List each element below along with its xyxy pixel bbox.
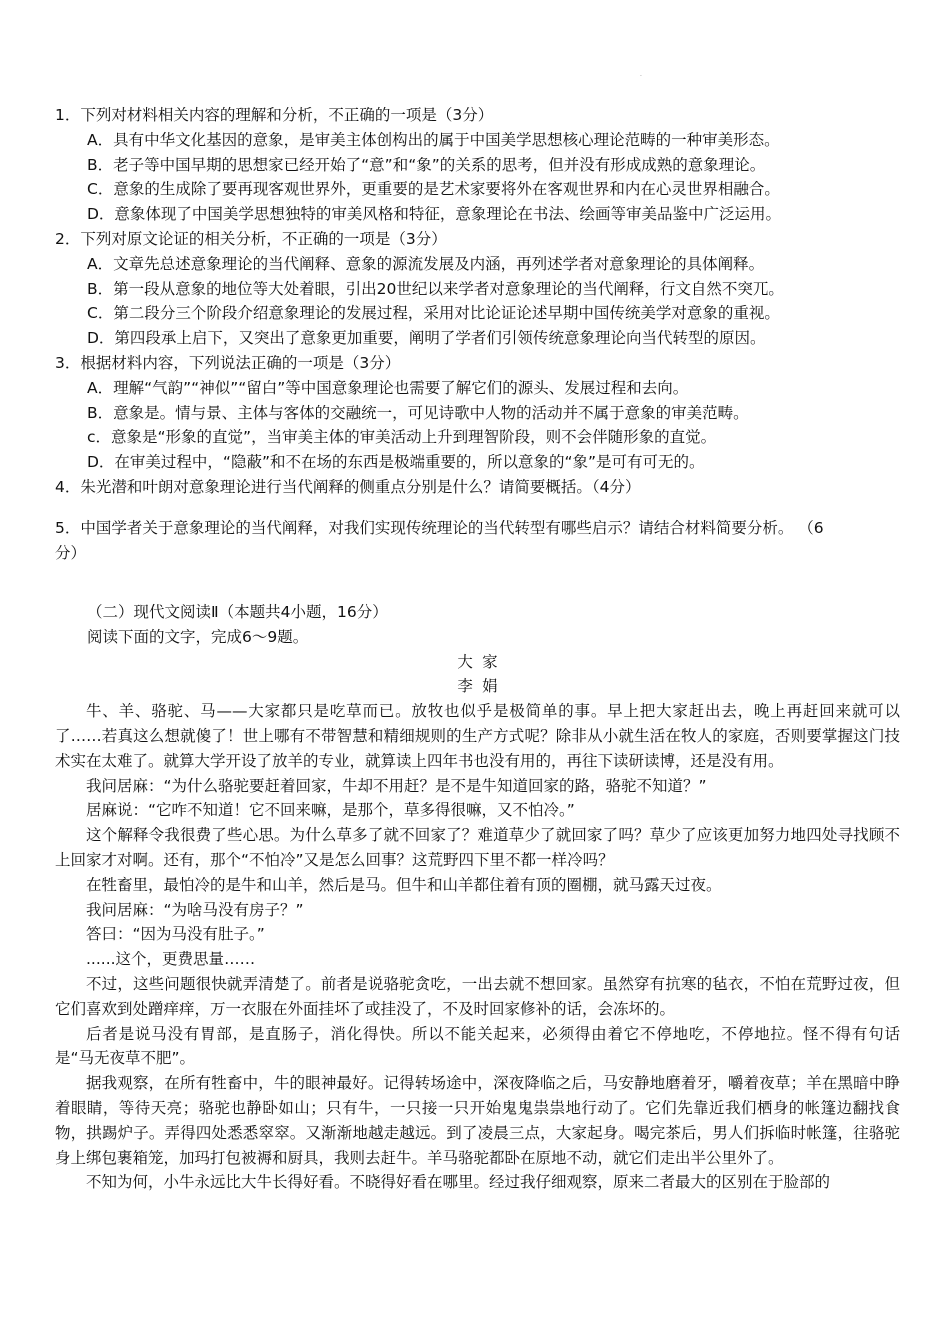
question-1-option-c: C．意象的生成除了要再现客观世界外，更重要的是艺术家要将外在客观世界和内在心灵世界相融合。: [87, 180, 780, 199]
article-paragraph: 答曰：“因为马没有肚子。”: [86, 925, 265, 944]
question-1-option-a: A．具有中华文化基因的意象，是审美主体创构出的属于中国美学思想核心理论范畴的一种审美形态。: [87, 130, 780, 149]
article-author: 李娟: [457, 677, 507, 696]
section-instruction: 阅读下面的文字，完成6～9题。: [87, 627, 309, 646]
article-paragraph: 据我观察，在所有牲畜中，牛的眼神最好。记得转场途中，深夜降临之后，马安静地磨着牙，嚼着夜草；羊在黑暗中睁着眼睛，等待天亮；骆驼也静卧如山；只有牛，一只接一只开始鬼鬼祟祟地行动了。它们先靠近我们栖身的帐篷边翻找食物，拱踢炉子。弄得四处悉悉窣窣。又渐渐地越走越远。到了凌晨三点，大家起身。喝完茶后，男人们拆临时帐篷，往骆驼身上绑包裹箱笼，加玛打包被褥和厨具，我则去赶牛。羊马骆驼都卧在原地不动，就它们走出半公里外了。: [55, 1074, 900, 1167]
question-list: [55, 103, 900, 565]
article-paragraph: 我问居麻：“为啥马没有房子？”: [86, 900, 304, 919]
question-5-line-2: 分）: [55, 543, 87, 562]
article-paragraph: 不知为何，小牛永远比大牛长得好看。不晓得好看在哪里。经过我仔细观察，原来二者最大的区别在于脸部的: [86, 1173, 831, 1192]
article-paragraph: 后者是说马没有胃部，是直肠子，消化得快。所以不能关起来，必须得由着它不停地吃，不停地拉。怪不得有句话是“马无夜草不肥”。: [55, 1024, 900, 1068]
article-paragraph: 我问居麻：“为什么骆驼要赶着回家，牛却不用赶？是不是牛知道回家的路，骆驼不知道？”: [86, 776, 707, 795]
question-4-stem: 4．朱光潜和叶朗对意象理论进行当代阐释的侧重点分别是什么？请简要概括。（4分）: [55, 477, 641, 496]
question-3-option-d: D．在审美过程中，“隐蔽”和不在场的东西是极端重要的，所以意象的“象”是可有可无的。: [87, 453, 705, 472]
question-3-stem: 3．根据材料内容，下列说法正确的一项是（3分）: [55, 353, 401, 372]
question-1-option-d: D．意象体现了中国美学思想独特的审美风格和特征，意象理论在书法、绘画等审美品鉴中广泛运用。: [87, 205, 781, 224]
question-2-option-a: A．文章先总述意象理论的当代阐释、意象的源流发展及内涵，再列述学者对意象理论的具体阐释。: [87, 254, 765, 273]
article-paragraph: 在牲畜里，最怕冷的是牛和山羊，然后是马。但牛和山羊都住着有顶的圈棚，就马露天过夜。: [86, 875, 722, 894]
page-dot: .: [640, 71, 642, 78]
question-3-option-c: c．意象是“形象的直觉”，当审美主体的审美活动上升到理智阶段，则不会伴随形象的直觉。: [87, 428, 717, 447]
question-2-option-d: D．第四段承上启下，又突出了意象更加重要，阐明了学者们引领传统意象理论向当代转型的原因。: [87, 329, 766, 348]
question-5: [55, 516, 900, 566]
article-paragraph: 居麻说：“它咋不知道！它不回来嘛，是那个，草多得很嘛，又不怕冷。”: [86, 801, 575, 820]
question-2-stem: 2．下列对原文论证的相关分析，不正确的一项是（3分）: [55, 229, 447, 248]
reading-section: [55, 600, 900, 1195]
question-3-option-b: B．意象是。情与景、主体与客体的交融统一，可见诗歌中人物的活动并不属于意象的审美范畴。: [87, 403, 749, 422]
question-3-option-a: A．理解“气韵”“神似”“留白”等中国意象理论也需要了解它们的源头、发展过程和去向。: [87, 378, 689, 397]
question-5-line-1: 5．中国学者关于意象理论的当代阐释，对我们实现传统理论的当代转型有哪些启示？请结合材料简要分析。 （6: [55, 518, 824, 537]
article-paragraph: 这个解释令我很费了些心思。为什么草多了就不回家了？难道草少了就回家了吗？草少了应该更加努力地四处寻找顾不上回家才对啊。还有，那个“不怕冷”又是怎么回事？这荒野四下里不都一样冷吗？: [55, 826, 900, 869]
article-paragraph: ......这个，更费思量……: [86, 950, 256, 969]
question-2-option-c: C．第二段分三个阶段介绍意象理论的发展过程，采用对比论证论述早期中国传统美学对意象的重视。: [87, 304, 780, 323]
article-title: 大家: [457, 652, 507, 671]
question-1-option-b: B．老子等中国早期的思想家已经开始了“意”和“象”的关系的思考，但并没有形成成熟的意象理论。: [87, 155, 766, 174]
article-paragraph: 牛、羊、骆驼、马——大家都只是吃草而已。放牧也似乎是极简单的事。早上把大家赶出去，晚上再赶回来就可以了……若真这么想就傻了！世上哪有不带智慧和精细规则的生产方式呢？除非从小就生活在牧人的家庭，否则要掌握这门技术实在太难了。就算大学开设了放羊的专业，就算读上四年书也没有用的，再往下读研读博，还是没有用。: [55, 702, 900, 770]
section-heading: （二）现代文阅读Ⅱ（本题共4小题，16分）: [87, 603, 388, 621]
question-2-option-b: B．第一段从意象的地位等大处着眼，引出20世纪以来学者对意象理论的当代阐释，行文自然不突兀。: [87, 279, 784, 298]
article-paragraph: 不过，这些问题很快就弄清楚了。前者是说骆驼贪吃，一出去就不想回家。虽然穿有抗寒的毡衣，不怕在荒野过夜，但它们喜欢到处蹭痒痒，万一衣服在外面挂坏了或挂没了，不及时回家修补的话，会冻坏的。: [55, 974, 900, 1018]
question-1-stem: 1．下列对材料相关内容的理解和分析，不正确的一项是（3分）: [55, 106, 494, 124]
